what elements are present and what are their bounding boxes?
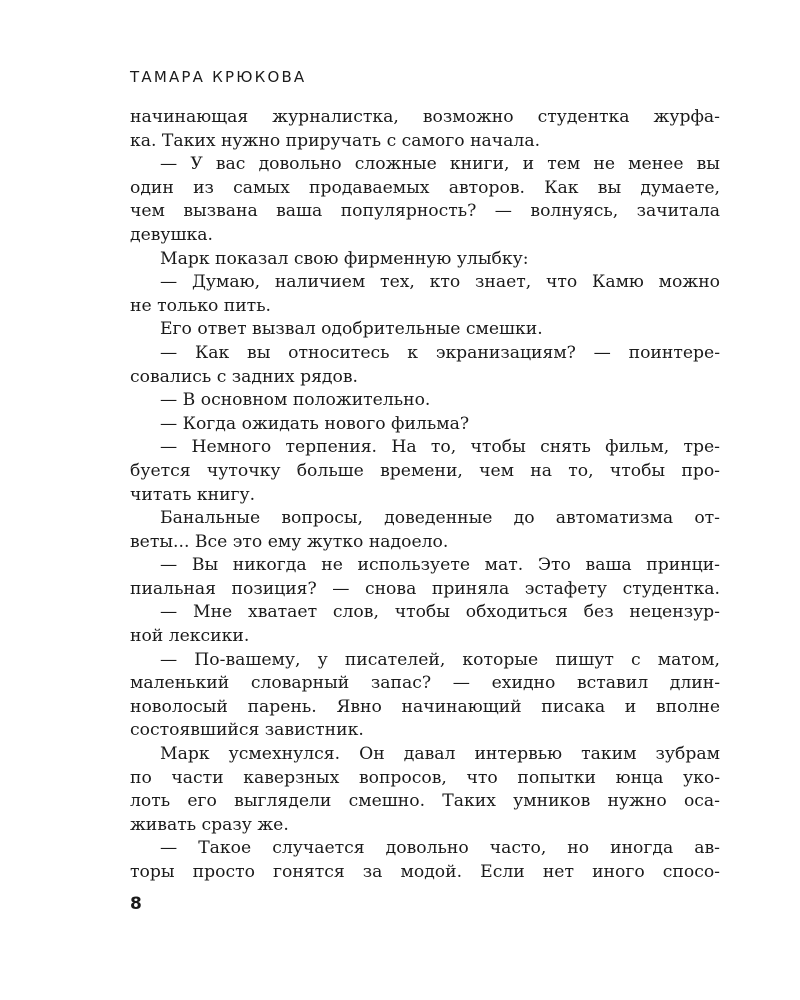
- text-line: торы просто гонятся за модой. Если нет иного спосо-: [130, 862, 720, 882]
- text-line: — Вы никогда не используете мат. Это ваша принци-: [160, 555, 720, 576]
- body-text: [130, 106, 720, 885]
- text-line: читать книгу.: [130, 484, 256, 505]
- text-line: девушка.: [130, 224, 213, 245]
- text-line: ка. Таких нужно приручать с самого начала.: [130, 130, 541, 151]
- text-line: совались с задних рядов.: [130, 366, 358, 387]
- page-number: 8: [130, 894, 142, 914]
- text-line: один из самых продаваемых авторов. Как вы думаете,: [130, 177, 720, 198]
- text-line: новолосый парень. Явно начинающий писака и вполне: [130, 696, 720, 717]
- text-line: лоть его выглядели смешно. Таких умников нужно оса-: [130, 791, 720, 812]
- text-line: не только пить.: [130, 295, 272, 316]
- text-line: живать сразу же.: [130, 814, 289, 835]
- text-line: по части каверзных вопросов, что попытки юнца уко-: [130, 767, 720, 788]
- text-line: состоявшийся завистник.: [130, 720, 364, 741]
- running-head: ТАМАРА КРЮКОВА: [130, 68, 307, 86]
- text-line: Марк усмехнулся. Он давал интервью таким зубрам: [160, 744, 720, 765]
- text-line: Банальные вопросы, доведенные до автоматизма от-: [160, 508, 720, 529]
- text-line: веты... Все это ему жутко надоело.: [130, 531, 449, 552]
- text-line: буется чуточку больше времени, чем на то, чтобы про-: [130, 460, 720, 481]
- text-line: — Такое случается довольно часто, но иногда ав-: [160, 838, 720, 859]
- text-line: пиальная позиция? — снова приняла эстафету студентка.: [130, 578, 720, 599]
- text-line: — Когда ожидать нового фильма?: [160, 413, 470, 434]
- text-line: — У вас довольно сложные книги, и тем не менее вы: [160, 154, 720, 175]
- text-line: Марк показал свою фирменную улыбку:: [160, 248, 529, 269]
- text-line: маленький словарный запас? — ехидно вставил длин-: [130, 673, 720, 694]
- text-line: — В основном положительно.: [160, 390, 431, 411]
- text-line: ной лексики.: [130, 626, 250, 647]
- text-line: — Немного терпения. На то, чтобы снять фильм, тре-: [160, 437, 720, 458]
- text-line: начинающая журналистка, возможно студентка журфа-: [130, 107, 720, 127]
- text-line: — Как вы относитесь к экранизациям? — поинтере-: [160, 342, 720, 363]
- text-line: — Думаю, наличием тех, кто знает, что Камю можно: [160, 272, 720, 293]
- text-line: — По-вашему, у писателей, которые пишут с матом,: [160, 649, 720, 670]
- text-line: Его ответ вызвал одобрительные смешки.: [160, 319, 543, 340]
- text-line: чем вызвана ваша популярность? — волнуясь, зачитала: [130, 201, 720, 222]
- text-line: — Мне хватает слов, чтобы обходиться без нецензур-: [160, 602, 720, 623]
